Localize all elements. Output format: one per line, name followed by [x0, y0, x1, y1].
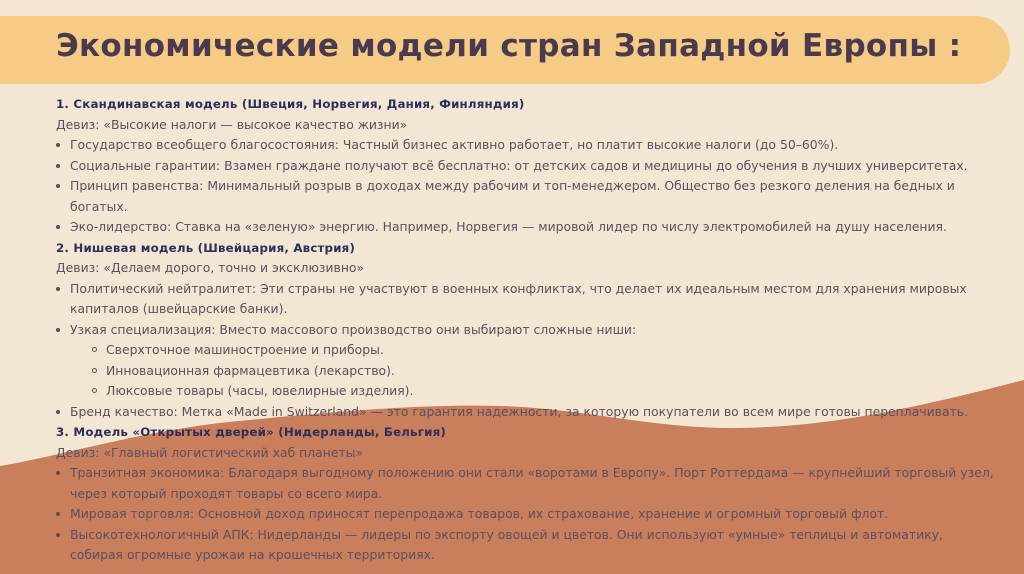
sub-list-item: Люксовые товары (часы, ювелирные изделия).	[92, 381, 996, 402]
page-title: Экономические модели стран Западной Европы :	[56, 28, 962, 64]
bullet-list	[56, 279, 996, 423]
bullet-list	[56, 463, 996, 566]
list-item: Принцип равенства: Минимальный розрыв в доходах между рабочим и топ-менеджером. Общество без резкого деления на бедных и богатых.	[56, 176, 996, 217]
section-open-doors	[56, 422, 996, 566]
section-heading: 1. Скандинавская модель (Швеция, Норвегия, Дания, Финляндия)	[56, 97, 525, 111]
list-item: Высокотехнологичный АПК: Нидерланды — лидеры по экспорту овощей и цветов. Они используют «умные» теплицы и автоматику, собирая огромные урожаи на крошечных территориях.	[56, 525, 996, 566]
section-heading: 2. Нишевая модель (Швейцария, Австрия)	[56, 240, 356, 255]
sub-list-item: Инновационная фармацевтика (лекарство).	[92, 361, 996, 382]
section-motto: Девиз: «Делаем дорого, точно и эксклюзивно»	[56, 260, 365, 275]
section-motto: Девиз: «Высокие налоги — высокое качество жизни»	[56, 116, 408, 132]
bullet-list	[56, 135, 996, 238]
section-heading: 3. Модель «Открытых дверей» (Нидерланды, Бельгия)	[56, 425, 446, 439]
list-item	[56, 320, 996, 402]
sub-list	[92, 340, 996, 402]
section-niche	[56, 238, 996, 423]
list-item: Политический нейтралитет: Эти страны не участвуют в военных конфликтах, что делает их идеальным местом для хранения мировых капиталов (швейцарские банки).	[56, 279, 996, 320]
list-item-text: Узкая специализация: Вместо массового производство они выбирают сложные ниши:	[70, 321, 637, 337]
section-scandinavian	[56, 94, 996, 238]
list-item: Социальные гарантии: Взамен граждане получают всё бесплатно: от детских садов и медицины до обучения в лучших университетах.	[56, 156, 996, 177]
list-item: Мировая торговля: Основной доход приносят перепродажа товаров, их страхование, хранение и огромный торговый флот.	[56, 504, 996, 525]
list-item: Транзитная экономика: Благодаря выгодному положению они стали «воротами в Европу». Порт Роттердама — крупнейший торговый узел, через который проходят товары со всего мира.	[56, 463, 996, 504]
sub-list-item: Сверхточное машиностроение и приборы.	[92, 340, 996, 361]
list-item: Бренд качество: Метка «Made in Switzerland» — это гарантия надежности, за которую покупатели во всем мире готовы переплачивать.	[56, 402, 996, 423]
section-motto: Девиз: «Главный логистический хаб планеты»	[56, 444, 364, 460]
list-item: Эко-лидерство: Ставка на «зеленую» энергию. Например, Норвегия — мировой лидер по числу электромобилей на душу населения.	[56, 217, 996, 238]
list-item: Государство всеобщего благосостояния: Частный бизнес активно работает, но платит высокие налоги (до 50–60%).	[56, 135, 996, 156]
content-body	[56, 94, 996, 566]
